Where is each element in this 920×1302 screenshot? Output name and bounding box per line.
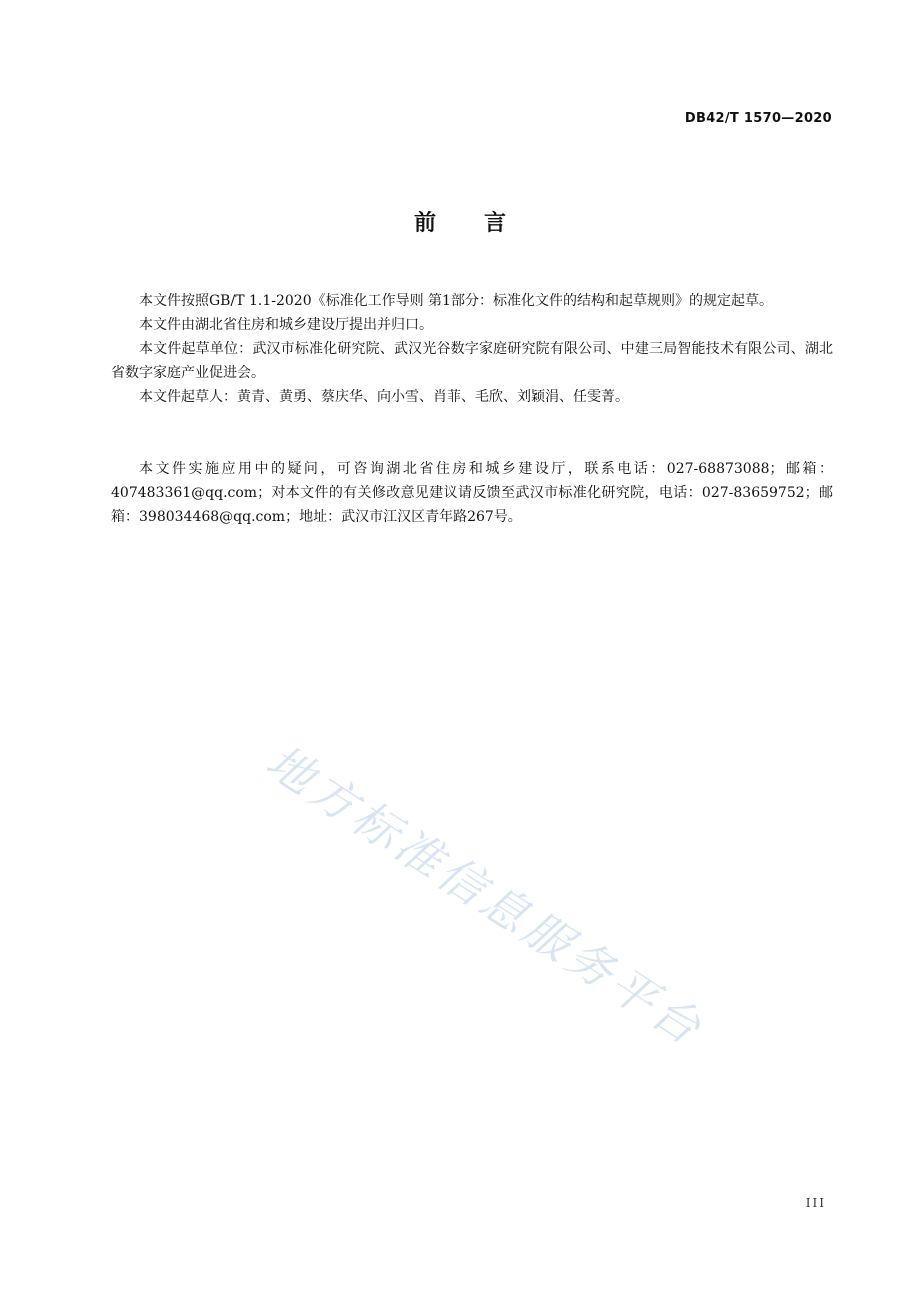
page-title: 前言 — [413, 211, 554, 236]
watermark: 地方标准信息服务平台 — [256, 733, 714, 1058]
foreword-paragraph-drafters: 本文件起草人：黄青、黄勇、蔡庆华、向小雪、肖菲、毛欣、刘颖涓、任雯菁。 — [139, 389, 629, 405]
foreword-paragraph-basis: 本文件按照GB/T 1.1-2020《标准化工作导则 第1部分：标准化文件的结构和起草规则》的规定起草。 — [139, 293, 773, 309]
foreword-body — [111, 289, 833, 529]
foreword-paragraph-contact: 本文件实施应用中的疑问，可咨询湖北省住房和城乡建设厅，联系电话：027-68873088；邮箱：407483361@qq.com；对本文件的有关修改意见建议请反馈至武汉市标准化研究院，电话：027-83659752；邮箱：398034468@qq.com；地址：武汉市江汉区青年路267号。 — [111, 461, 833, 525]
document-code: DB42/T 1570—2020 — [684, 111, 832, 126]
foreword-paragraph-proposer: 本文件由湖北省住房和城乡建设厅提出并归口。 — [139, 317, 433, 333]
page-number: III — [805, 1196, 826, 1210]
paragraph-spacer — [111, 409, 833, 457]
foreword-paragraph-drafting-units: 本文件起草单位：武汉市标准化研究院、武汉光谷数字家庭研究院有限公司、中建三局智能技术有限公司、湖北省数字家庭产业促进会。 — [111, 341, 833, 381]
